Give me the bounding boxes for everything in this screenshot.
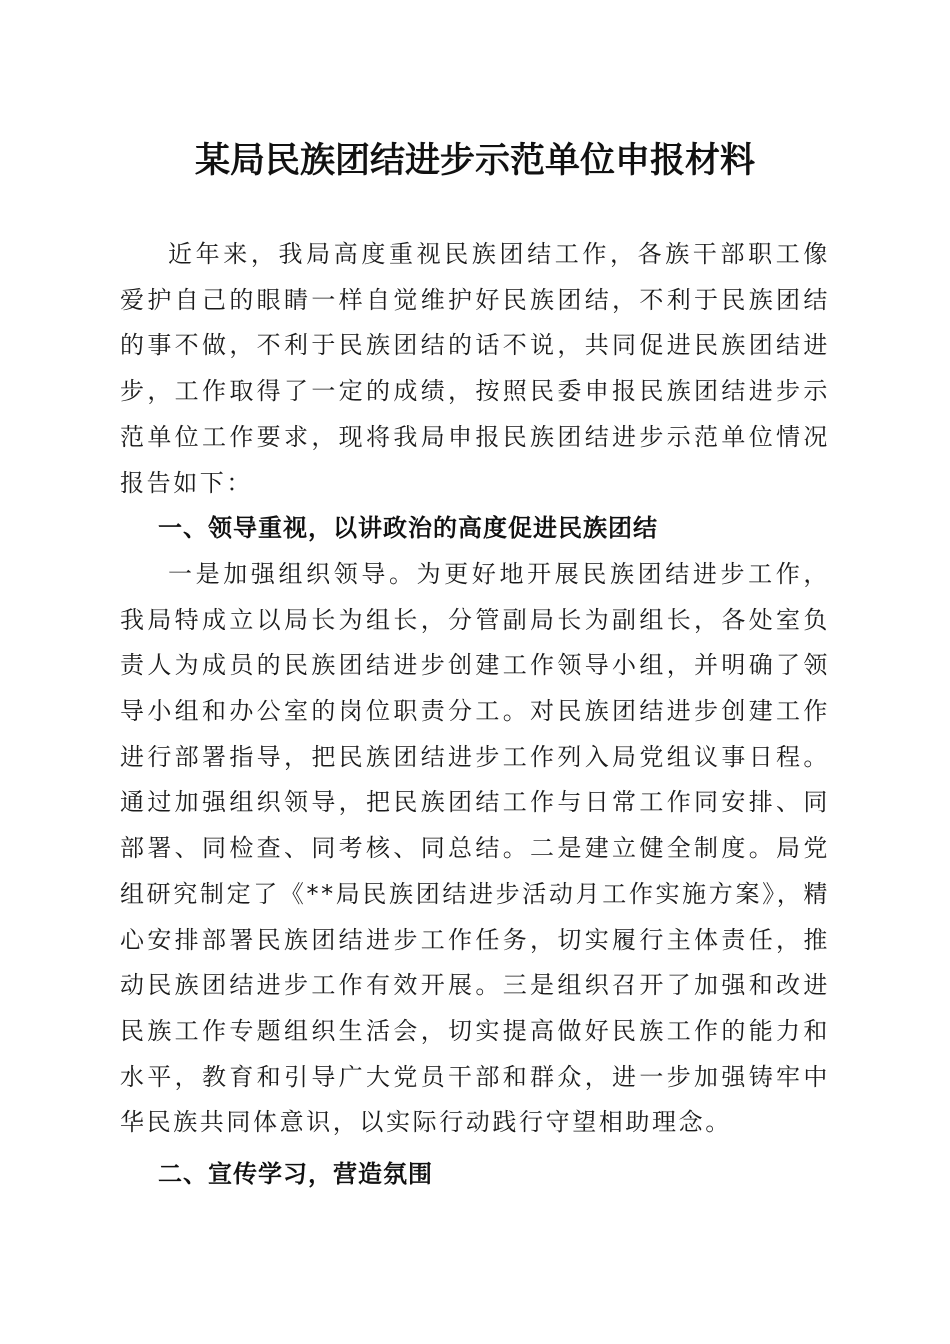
section-1-heading: 一、领导重视，以讲政治的高度促进民族团结 bbox=[158, 514, 658, 543]
document-title: 某局民族团结进步示范单位申报材料 bbox=[194, 140, 755, 181]
intro-paragraph: 近年来，我局高度重视民族团结工作，各族干部职工像爱护自己的眼睛一样自觉维护好民族团结，不利于民族团结的事不做，不利于民族团结的话不说，共同促进民族团结进步，工作取得了一定的成绩，按照民委申报民族团结进步示范单位工作要求，现将我局申报民族团结进步示范单位情况报告如下： bbox=[120, 240, 830, 497]
section-1-paragraph: 一是加强组织领导。为更好地开展民族团结进步工作，我局特成立以局长为组长，分管副局长为副组长，各处室负责人为成员的民族团结进步创建工作领导小组，并明确了领导小组和办公室的岗位职责分工。对民族团结进步创建工作进行部署指导，把民族团结进步工作列入局党组议事日程。通过加强组织领导，把民族团结工作与日常工作同安排、同部署、同检查、同考核、同总结。二是建立健全制度。局党组研究制定了《**局民族团结进步活动月工作实施方案》，精心安排部署民族团结进步工作任务，切实履行主体责任，推动民族团结进步工作有效开展。三是组织召开了加强和改进民族工作专题组织生活会，切实提高做好民族工作的能力和水平，教育和引导广大党员干部和群众，进一步加强铸牢中华民族共同体意识，以实际行动践行守望相助理念。 bbox=[120, 559, 830, 1137]
document-body bbox=[120, 232, 830, 1198]
section-2-heading: 二、宣传学习，营造氛围 bbox=[158, 1160, 433, 1189]
